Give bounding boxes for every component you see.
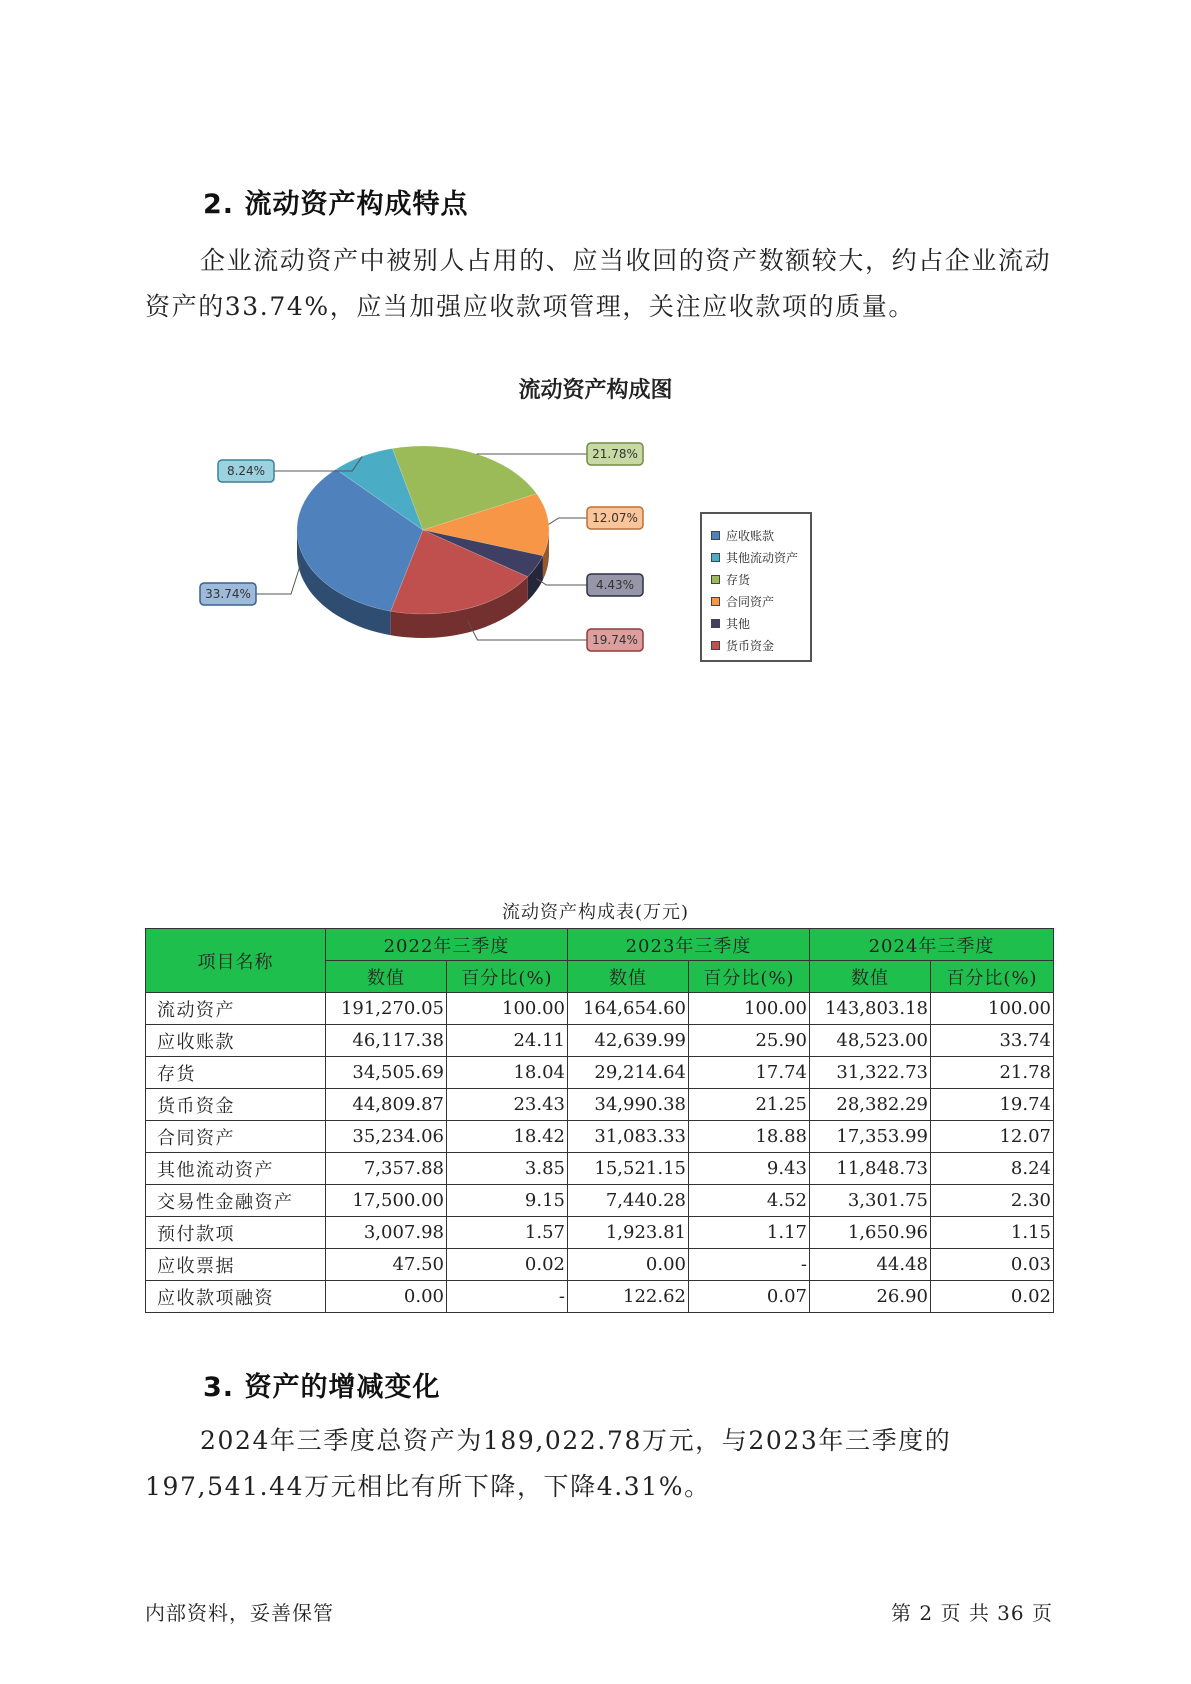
value-cell: 15,521.15 <box>568 1153 689 1185</box>
percent-cell: 1.57 <box>447 1217 568 1249</box>
percent-cell: 18.42 <box>447 1121 568 1153</box>
value-cell: 48,523.00 <box>810 1025 931 1057</box>
percent-cell: 100.00 <box>447 993 568 1025</box>
value-cell: 17,353.99 <box>810 1121 931 1153</box>
value-cell: 3,007.98 <box>326 1217 447 1249</box>
callout-leader-line <box>536 579 587 585</box>
percent-cell: 0.03 <box>931 1249 1054 1281</box>
table-row <box>146 993 1054 1025</box>
table-row <box>146 1217 1054 1249</box>
section-paragraph-asset-change: 2024年三季度总资产为189,022.78万元，与2023年三季度的197,541.44万元相比有所下降，下降4.31%。 <box>145 1426 952 1501</box>
value-cell: 31,083.33 <box>568 1121 689 1153</box>
table-row <box>146 1249 1054 1281</box>
percent-cell: 9.15 <box>447 1185 568 1217</box>
value-cell: 46,117.38 <box>326 1025 447 1057</box>
percent-cell: 8.24 <box>931 1153 1054 1185</box>
legend-swatch <box>711 575 720 584</box>
sub-header: 百分比(%) <box>931 961 1054 993</box>
row-label: 应收票据 <box>146 1249 326 1281</box>
callout-label <box>587 443 643 465</box>
data-label: 33.74% <box>205 587 251 601</box>
data-label: 12.07% <box>592 511 638 525</box>
legend-label: 存货 <box>726 572 751 587</box>
sub-header: 数值 <box>810 961 931 993</box>
percent-cell: 4.52 <box>689 1185 810 1217</box>
value-cell: 17,500.00 <box>326 1185 447 1217</box>
legend-swatch <box>711 531 720 540</box>
footer-confidential-note: 内部资料，妥善保管 <box>145 1601 334 1625</box>
current-assets-table <box>145 928 1054 1313</box>
legend-item <box>702 612 810 634</box>
percent-cell: 23.43 <box>447 1089 568 1121</box>
value-cell: 28,382.29 <box>810 1089 931 1121</box>
legend-label: 货币资金 <box>726 638 775 653</box>
legend-item <box>702 634 810 656</box>
row-label: 存货 <box>146 1057 326 1089</box>
table-row <box>146 1121 1054 1153</box>
percent-cell: 21.25 <box>689 1089 810 1121</box>
row-label: 应收款项融资 <box>146 1281 326 1313</box>
value-cell: 35,234.06 <box>326 1121 447 1153</box>
value-cell: 191,270.05 <box>326 993 447 1025</box>
value-cell: 0.00 <box>326 1281 447 1313</box>
percent-cell: 12.07 <box>931 1121 1054 1153</box>
percent-cell: 9.43 <box>689 1153 810 1185</box>
row-label: 交易性金融资产 <box>146 1185 326 1217</box>
value-cell: 164,654.60 <box>568 993 689 1025</box>
chart-legend <box>700 512 812 662</box>
percent-cell: 100.00 <box>931 993 1054 1025</box>
percent-cell: 21.78 <box>931 1057 1054 1089</box>
value-cell: 7,440.28 <box>568 1185 689 1217</box>
legend-item <box>702 590 810 612</box>
legend-item <box>702 568 810 590</box>
row-label: 货币资金 <box>146 1089 326 1121</box>
table-row <box>146 1153 1054 1185</box>
row-label: 应收账款 <box>146 1025 326 1057</box>
percent-cell: 24.11 <box>447 1025 568 1057</box>
period-header: 2022年三季度 <box>326 929 568 961</box>
callout-leader-line <box>256 563 301 594</box>
value-cell: 44,809.87 <box>326 1089 447 1121</box>
data-label: 21.78% <box>592 447 638 461</box>
row-label: 预付款项 <box>146 1217 326 1249</box>
percent-cell: 0.02 <box>931 1281 1054 1313</box>
table-row <box>146 1185 1054 1217</box>
percent-cell: 33.74 <box>931 1025 1054 1057</box>
value-cell: 0.00 <box>568 1249 689 1281</box>
legend-swatch <box>711 597 720 606</box>
legend-item <box>702 546 810 568</box>
value-cell: 26.90 <box>810 1281 931 1313</box>
callout-label <box>587 507 643 529</box>
legend-label: 其他流动资产 <box>726 550 799 565</box>
data-label: 4.43% <box>595 578 635 592</box>
legend-label: 其他 <box>726 616 751 631</box>
value-cell: 3,301.75 <box>810 1185 931 1217</box>
value-cell: 143,803.18 <box>810 993 931 1025</box>
callout-label <box>200 583 256 605</box>
callout-leader-line <box>549 518 587 524</box>
value-cell: 122.62 <box>568 1281 689 1313</box>
percent-cell: 100.00 <box>689 993 810 1025</box>
percent-cell: 2.30 <box>931 1185 1054 1217</box>
period-header: 2023年三季度 <box>568 929 810 961</box>
value-cell: 7,357.88 <box>326 1153 447 1185</box>
period-header: 2024年三季度 <box>810 929 1054 961</box>
sub-header: 数值 <box>568 961 689 993</box>
percent-cell: 19.74 <box>931 1089 1054 1121</box>
value-cell: 44.48 <box>810 1249 931 1281</box>
value-cell: 1,923.81 <box>568 1217 689 1249</box>
percent-cell: 3.85 <box>447 1153 568 1185</box>
legend-swatch <box>711 553 720 562</box>
value-cell: 42,639.99 <box>568 1025 689 1057</box>
chart-title: 流动资产构成图 <box>518 378 673 403</box>
legend-item <box>702 524 810 546</box>
percent-cell: - <box>689 1249 810 1281</box>
table-row <box>146 1057 1054 1089</box>
data-label: 19.74% <box>592 633 638 647</box>
percent-cell: 0.02 <box>447 1249 568 1281</box>
percent-cell: 18.88 <box>689 1121 810 1153</box>
value-cell: 47.50 <box>326 1249 447 1281</box>
value-cell: 34,505.69 <box>326 1057 447 1089</box>
table-row <box>146 1281 1054 1313</box>
row-label: 合同资产 <box>146 1121 326 1153</box>
section-heading-asset-change: 3. 资产的增减变化 <box>203 1372 441 1403</box>
pie-chart <box>0 420 1191 680</box>
percent-cell: - <box>447 1281 568 1313</box>
percent-cell: 17.74 <box>689 1057 810 1089</box>
value-cell: 11,848.73 <box>810 1153 931 1185</box>
value-cell: 34,990.38 <box>568 1089 689 1121</box>
sub-header: 百分比(%) <box>447 961 568 993</box>
callout-label <box>587 574 643 596</box>
footer-page-number: 第 2 页 共 36 页 <box>891 1601 1053 1625</box>
percent-cell: 18.04 <box>447 1057 568 1089</box>
table-row <box>146 1089 1054 1121</box>
section-heading-current-assets: 2. 流动资产构成特点 <box>203 189 469 220</box>
percent-cell: 0.07 <box>689 1281 810 1313</box>
value-cell: 31,322.73 <box>810 1057 931 1089</box>
table-caption: 流动资产构成表(万元) <box>501 902 690 923</box>
sub-header: 百分比(%) <box>689 961 810 993</box>
percent-cell: 1.17 <box>689 1217 810 1249</box>
legend-label: 合同资产 <box>726 594 775 609</box>
callout-label <box>587 629 643 651</box>
row-label: 其他流动资产 <box>146 1153 326 1185</box>
section-paragraph-current-assets: 企业流动资产中被别人占用的、应当收回的资产数额较大，约占企业流动资产的33.74%，应当加强应收款项管理，关注应收款项的质量。 <box>145 246 1052 321</box>
callout-label <box>218 460 274 482</box>
corner-header: 项目名称 <box>146 929 326 993</box>
sub-header: 数值 <box>326 961 447 993</box>
percent-cell: 25.90 <box>689 1025 810 1057</box>
value-cell: 29,214.64 <box>568 1057 689 1089</box>
percent-cell: 1.15 <box>931 1217 1054 1249</box>
legend-swatch <box>711 641 720 650</box>
data-label: 8.24% <box>226 464 266 478</box>
table-row <box>146 1025 1054 1057</box>
row-label: 流动资产 <box>146 993 326 1025</box>
legend-label: 应收账款 <box>726 528 775 543</box>
value-cell: 1,650.96 <box>810 1217 931 1249</box>
legend-swatch <box>711 619 720 628</box>
